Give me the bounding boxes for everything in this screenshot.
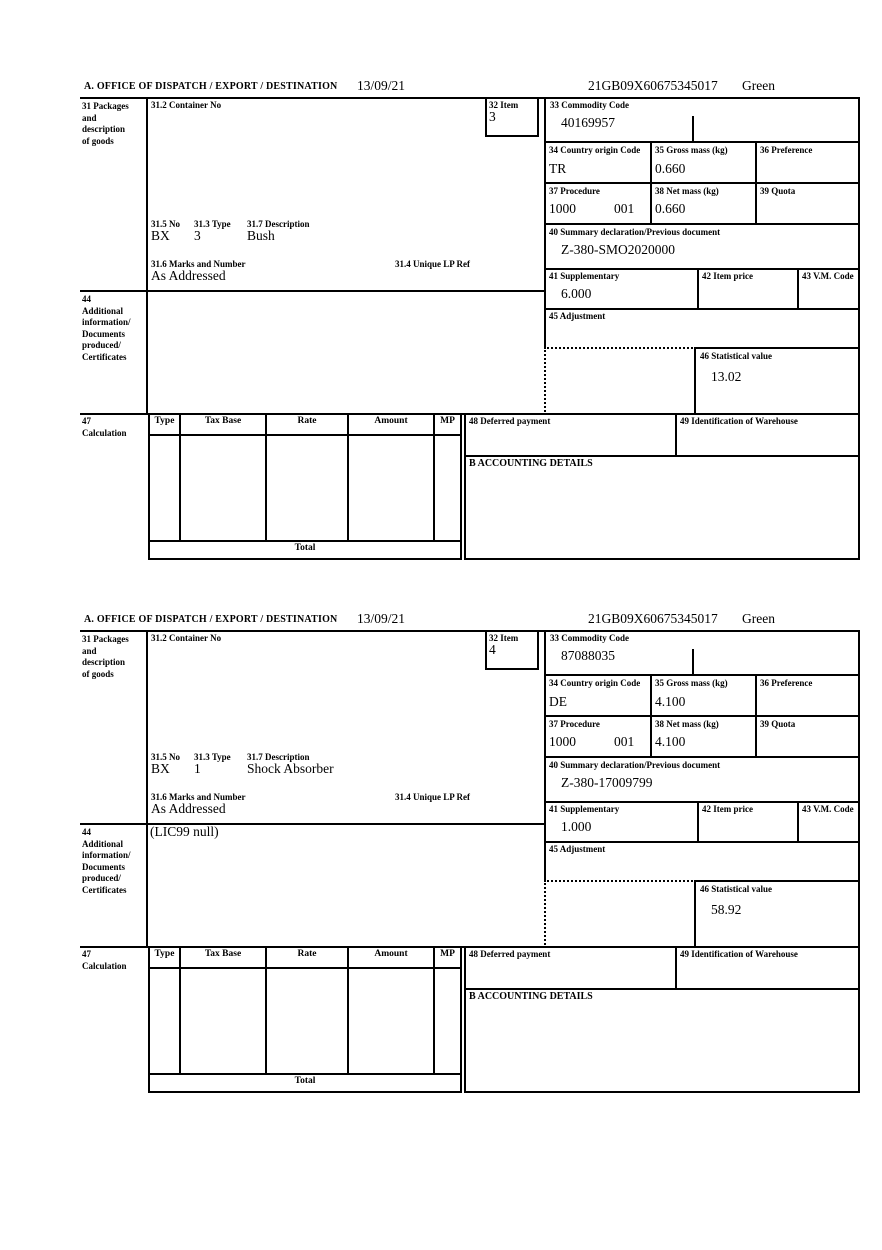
calc-header-rate: Rate bbox=[297, 949, 317, 959]
box35-36-divider bbox=[755, 674, 757, 758]
calc-type-col-divider bbox=[179, 413, 181, 542]
previous-document-value: Z-380-17009799 bbox=[561, 775, 653, 790]
gross-mass-value: 4.100 bbox=[655, 694, 686, 709]
box43-label: 43 V.M. Code bbox=[802, 271, 854, 281]
box31-6-label: 31.6 Marks and Number bbox=[151, 792, 246, 802]
calc-taxbase-col-divider bbox=[265, 413, 267, 542]
calc-header-amount: Amount bbox=[374, 416, 408, 426]
box36-label: 36 Preference bbox=[760, 145, 813, 155]
box31-label bbox=[82, 634, 144, 680]
calc-header-type: Type bbox=[154, 416, 175, 426]
supplementary-value: 6.000 bbox=[561, 286, 592, 301]
accounting-bottom-border bbox=[464, 558, 860, 560]
box31-label-line: description bbox=[82, 124, 126, 134]
calc-header-rate: Rate bbox=[297, 416, 317, 426]
box41-label: 41 Supplementary bbox=[549, 804, 620, 814]
box38-label: 38 Net mass (kg) bbox=[655, 719, 719, 729]
box41-42-divider bbox=[697, 801, 699, 843]
packages-type-value: 3 bbox=[194, 228, 201, 243]
calc-header-mp: MP bbox=[440, 416, 455, 426]
country-origin-value: TR bbox=[549, 161, 567, 176]
box31-5-label: 31.5 No bbox=[151, 752, 180, 762]
box31-label-line: of goods bbox=[82, 135, 114, 146]
left-column-divider bbox=[146, 630, 148, 948]
box31-6-label: 31.6 Marks and Number bbox=[151, 259, 246, 269]
box44-label bbox=[82, 827, 144, 896]
box34-label: 34 Country origin Code bbox=[549, 145, 641, 155]
box44-label-line: Certificates bbox=[82, 884, 127, 895]
box31-2-label: 31.2 Container No bbox=[151, 633, 222, 643]
box41-row-bottom-border bbox=[544, 841, 860, 843]
box49-label: 49 Identification of Warehouse bbox=[680, 949, 798, 959]
procedure-value-2: 001 bbox=[614, 201, 635, 216]
box44-label-line: information/ bbox=[82, 317, 131, 327]
box44-label-line: Additional bbox=[82, 305, 124, 316]
box48-bottom-border bbox=[464, 988, 860, 990]
box46-label: 46 Statistical value bbox=[700, 884, 772, 894]
calc-amount-col-divider bbox=[433, 946, 435, 1075]
box34-row-bottom-border bbox=[544, 182, 860, 184]
box31-label-line: 31 Packages bbox=[82, 101, 129, 111]
calc-total-label: Total bbox=[294, 1076, 316, 1086]
statistical-value: 58.92 bbox=[711, 902, 742, 917]
accounting-bottom-border bbox=[464, 1091, 860, 1093]
box44-label-line: 44 bbox=[82, 294, 91, 304]
box40-label: 40 Summary declaration/Previous document bbox=[549, 227, 721, 237]
box37-label: 37 Procedure bbox=[549, 719, 600, 729]
box33-bottom-border bbox=[544, 674, 860, 676]
box48-bottom-border bbox=[464, 455, 860, 457]
left-column-divider bbox=[146, 97, 148, 415]
gross-mass-value: 0.660 bbox=[655, 161, 686, 176]
box31-7-label: 31.7 Description bbox=[247, 219, 310, 229]
box44-label-line: Documents bbox=[82, 328, 125, 339]
form-top-border bbox=[80, 97, 860, 99]
box34-35-divider bbox=[650, 674, 652, 758]
box40-bottom-border bbox=[544, 268, 860, 270]
box41-label: 41 Supplementary bbox=[549, 271, 620, 281]
statistical-value: 13.02 bbox=[711, 369, 742, 384]
box47-label-line: 47 bbox=[82, 416, 91, 426]
box32-item-value: 3 bbox=[489, 109, 496, 124]
box32-label: 32 Item bbox=[489, 100, 519, 110]
box33-bottom-border bbox=[544, 141, 860, 143]
box31-label bbox=[82, 101, 144, 147]
box42-label: 42 Item price bbox=[702, 271, 753, 281]
box41-row-bottom-border bbox=[544, 308, 860, 310]
box48-left-border bbox=[464, 413, 466, 560]
routing-status: Green bbox=[742, 611, 775, 626]
box48-49-divider bbox=[675, 413, 677, 457]
mrn-number: 21GB09X60675345017 bbox=[588, 78, 718, 93]
box42-label: 42 Item price bbox=[702, 804, 753, 814]
box40-bottom-border bbox=[544, 801, 860, 803]
box49-label: 49 Identification of Warehouse bbox=[680, 416, 798, 426]
form-right-border bbox=[858, 97, 860, 560]
box46-label: 46 Statistical value bbox=[700, 351, 772, 361]
calc-total-top-border bbox=[148, 540, 462, 542]
box44-label-line: Additional bbox=[82, 838, 124, 849]
box43-label: 43 V.M. Code bbox=[802, 804, 854, 814]
box33-sub-divider bbox=[692, 649, 694, 674]
box31-label-line: and bbox=[82, 112, 97, 123]
box44-top-border bbox=[80, 290, 546, 292]
goods-description-value: Shock Absorber bbox=[247, 761, 334, 776]
net-mass-value: 0.660 bbox=[655, 201, 686, 216]
marks-and-number-value: As Addressed bbox=[151, 268, 226, 283]
box40-label: 40 Summary declaration/Previous document bbox=[549, 760, 721, 770]
box31-5-label: 31.5 No bbox=[151, 219, 180, 229]
marks-and-number-value: As Addressed bbox=[151, 801, 226, 816]
form-top-border bbox=[80, 630, 860, 632]
packages-no-value: BX bbox=[151, 228, 170, 243]
calc-rate-col-divider bbox=[347, 413, 349, 542]
calc-header-bottom-border bbox=[148, 967, 462, 969]
procedure-value-1: 1000 bbox=[549, 734, 576, 749]
calc-header-taxbase: Tax Base bbox=[204, 949, 242, 959]
box31-3-label: 31.3 Type bbox=[194, 752, 231, 762]
calc-header-taxbase: Tax Base bbox=[204, 416, 242, 426]
declaration-item-section bbox=[80, 78, 862, 564]
packages-no-value: BX bbox=[151, 761, 170, 776]
box48-left-border bbox=[464, 946, 466, 1093]
calc-total-bottom-border bbox=[148, 1091, 462, 1093]
box35-label: 35 Gross mass (kg) bbox=[655, 678, 728, 688]
box33-label: 33 Commodity Code bbox=[550, 100, 629, 110]
box42-43-divider bbox=[797, 268, 799, 310]
declaration-item-section bbox=[80, 611, 862, 1097]
box44-label-line: Certificates bbox=[82, 351, 127, 362]
calc-header-bottom-border bbox=[148, 434, 462, 436]
adjustment-dotted-region bbox=[544, 880, 696, 948]
box31-4-label: 31.4 Unique LP Ref bbox=[395, 259, 471, 269]
box47-label-line: Calculation bbox=[82, 960, 127, 971]
additional-information-value: (LIC99 null) bbox=[150, 824, 219, 839]
box47-label bbox=[82, 949, 144, 972]
calc-header-amount: Amount bbox=[374, 949, 408, 959]
box37-label: 37 Procedure bbox=[549, 186, 600, 196]
box45-label: 45 Adjustment bbox=[549, 311, 606, 321]
declaration-date: 13/09/21 bbox=[357, 78, 406, 93]
box47-label-line: 47 bbox=[82, 949, 91, 959]
box32-label: 32 Item bbox=[489, 633, 519, 643]
accounting-details-label: B ACCOUNTING DETAILS bbox=[469, 458, 593, 469]
accounting-details-label: B ACCOUNTING DETAILS bbox=[469, 991, 593, 1002]
box34-label: 34 Country origin Code bbox=[549, 678, 641, 688]
net-mass-value: 4.100 bbox=[655, 734, 686, 749]
box44-label bbox=[82, 294, 144, 363]
supplementary-value: 1.000 bbox=[561, 819, 592, 834]
box34-35-divider bbox=[650, 141, 652, 225]
box44-label-line: information/ bbox=[82, 850, 131, 860]
box31-label-line: 31 Packages bbox=[82, 634, 129, 644]
box48-label: 48 Deferred payment bbox=[469, 416, 551, 426]
calc-amount-col-divider bbox=[433, 413, 435, 542]
box44-label-line: produced/ bbox=[82, 873, 121, 883]
box44-label-line: produced/ bbox=[82, 340, 121, 350]
box48-label: 48 Deferred payment bbox=[469, 949, 551, 959]
routing-status: Green bbox=[742, 78, 775, 93]
box39-label: 39 Quota bbox=[760, 186, 796, 196]
box47-label-line: Calculation bbox=[82, 427, 127, 438]
box33-sub-divider bbox=[692, 116, 694, 141]
form-right-border bbox=[858, 630, 860, 1093]
box31-3-label: 31.3 Type bbox=[194, 219, 231, 229]
box31-4-label: 31.4 Unique LP Ref bbox=[395, 792, 471, 802]
box31-label-line: and bbox=[82, 645, 97, 656]
box36-label: 36 Preference bbox=[760, 678, 813, 688]
box34-row-bottom-border bbox=[544, 715, 860, 717]
box42-43-divider bbox=[797, 801, 799, 843]
box45-label: 45 Adjustment bbox=[549, 844, 606, 854]
box31-label-line: of goods bbox=[82, 668, 114, 679]
calculation-section-top-border bbox=[80, 946, 860, 948]
packages-type-value: 1 bbox=[194, 761, 201, 776]
box31-7-label: 31.7 Description bbox=[247, 752, 310, 762]
box31-label-line: description bbox=[82, 657, 126, 667]
box44-label-line: 44 bbox=[82, 827, 91, 837]
calc-total-label: Total bbox=[294, 543, 316, 553]
previous-document-value: Z-380-SMO2020000 bbox=[561, 242, 675, 257]
calc-rate-col-divider bbox=[347, 946, 349, 1075]
box38-label: 38 Net mass (kg) bbox=[655, 186, 719, 196]
office-of-dispatch-label: A. OFFICE OF DISPATCH / EXPORT / DESTINATION bbox=[84, 614, 338, 625]
calc-total-bottom-border bbox=[148, 558, 462, 560]
adjustment-dotted-region bbox=[544, 347, 696, 415]
commodity-code-value: 87088035 bbox=[561, 648, 615, 663]
box35-label: 35 Gross mass (kg) bbox=[655, 145, 728, 155]
box48-49-divider bbox=[675, 946, 677, 990]
mrn-number: 21GB09X60675345017 bbox=[588, 611, 718, 626]
calculation-section-top-border bbox=[80, 413, 860, 415]
box32-item-value: 4 bbox=[489, 642, 496, 657]
office-of-dispatch-label: A. OFFICE OF DISPATCH / EXPORT / DESTINATION bbox=[84, 81, 338, 92]
box39-label: 39 Quota bbox=[760, 719, 796, 729]
country-origin-value: DE bbox=[549, 694, 567, 709]
box47-label bbox=[82, 416, 144, 439]
commodity-code-value: 40169957 bbox=[561, 115, 615, 130]
box41-42-divider bbox=[697, 268, 699, 310]
box37-row-bottom-border bbox=[544, 756, 860, 758]
procedure-value-1: 1000 bbox=[549, 201, 576, 216]
calc-header-type: Type bbox=[154, 949, 175, 959]
calc-total-top-border bbox=[148, 1073, 462, 1075]
box37-row-bottom-border bbox=[544, 223, 860, 225]
box44-label-line: Documents bbox=[82, 861, 125, 872]
declaration-date: 13/09/21 bbox=[357, 611, 406, 626]
procedure-value-2: 001 bbox=[614, 734, 635, 749]
calc-header-mp: MP bbox=[440, 949, 455, 959]
box31-2-label: 31.2 Container No bbox=[151, 100, 222, 110]
box33-label: 33 Commodity Code bbox=[550, 633, 629, 643]
calc-type-col-divider bbox=[179, 946, 181, 1075]
goods-description-value: Bush bbox=[247, 228, 275, 243]
box35-36-divider bbox=[755, 141, 757, 225]
calc-taxbase-col-divider bbox=[265, 946, 267, 1075]
